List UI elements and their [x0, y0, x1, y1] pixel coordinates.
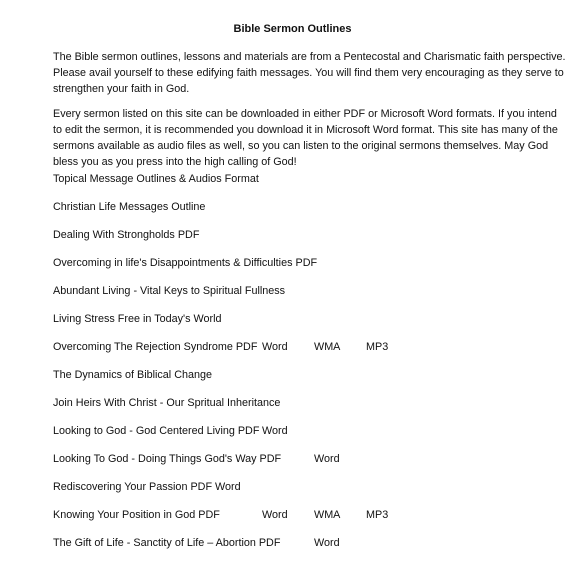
format-link[interactable]: Word	[314, 537, 340, 549]
download-line: sermons available as audio files as well, so you can listen to the original sermons themselves. May God	[53, 140, 549, 152]
intro-line: Please avail yourself to these edifying faith messages. You will find them very encouraging as they serve to	[53, 67, 564, 79]
sermon-row	[53, 199, 573, 215]
format-link[interactable]: Word	[314, 453, 340, 465]
intro-line: strengthen your faith in God.	[53, 83, 190, 95]
download-line: to edit the sermon, it is recommended you download it in Microsoft Word format. This site has many of the	[53, 124, 558, 136]
page-title: Bible Sermon Outlines	[233, 23, 352, 35]
sermon-title-link[interactable]: The Dynamics of Biblical Change	[53, 369, 213, 381]
sermon-row	[53, 367, 573, 383]
sermon-title-link[interactable]: Christian Life Messages Outline	[53, 201, 206, 213]
sermon-title-link[interactable]: Topical Message Outlines & Audios Format	[53, 173, 259, 185]
format-link[interactable]: Word	[262, 425, 288, 437]
download-line: bless you as you press into the high calling of God!	[53, 156, 297, 168]
sermon-title-link[interactable]: Looking To God - Doing Things God's Way PDF	[53, 453, 282, 465]
intro-line: The Bible sermon outlines, lessons and materials are from a Pentecostal and Charismatic faith perspective.	[53, 51, 566, 63]
download-line: Every sermon listed on this site can be downloaded in either PDF or Microsoft Word formats. If you intend	[53, 108, 557, 120]
format-link[interactable]: Word	[262, 509, 288, 521]
sermon-title-link[interactable]: Overcoming The Rejection Syndrome PDF	[53, 341, 258, 353]
sermon-title-link[interactable]: Rediscovering Your Passion PDF Word	[53, 481, 241, 493]
sermon-title-link[interactable]: Abundant Living - Vital Keys to Spiritual Fullness	[53, 285, 286, 297]
sermon-row	[53, 227, 573, 243]
sermon-row	[53, 451, 573, 467]
sermon-row	[53, 171, 573, 187]
sermon-row	[53, 507, 573, 523]
format-link[interactable]: WMA	[314, 509, 341, 521]
sermon-row	[53, 339, 573, 355]
download-paragraph	[53, 106, 578, 170]
sermon-title-link[interactable]: Looking to God - God Centered Living PDF	[53, 425, 260, 437]
sermon-title-link[interactable]: Dealing With Strongholds PDF	[53, 229, 200, 241]
format-link[interactable]: WMA	[314, 341, 341, 353]
sermon-title-link[interactable]: The Gift of Life - Sanctity of Life – Abortion PDF	[53, 537, 281, 549]
intro-paragraph	[53, 49, 578, 97]
sermon-row	[53, 311, 573, 327]
sermon-row	[53, 395, 573, 411]
format-link[interactable]: MP3	[366, 509, 389, 521]
format-link[interactable]: MP3	[366, 341, 389, 353]
sermon-title-link[interactable]: Knowing Your Position in God PDF	[53, 509, 220, 521]
sermon-title-link[interactable]: Living Stress Free in Today's World	[53, 313, 222, 325]
sermon-row	[53, 423, 573, 439]
sermon-row	[53, 479, 573, 495]
format-link[interactable]: Word	[262, 341, 288, 353]
sermon-row	[53, 283, 573, 299]
sermon-title-link[interactable]: Overcoming in life's Disappointments & Difficulties PDF	[53, 257, 318, 269]
sermon-row	[53, 535, 573, 551]
sermon-row	[53, 255, 573, 271]
sermon-title-link[interactable]: Join Heirs With Christ - Our Spritual Inheritance	[53, 397, 281, 409]
